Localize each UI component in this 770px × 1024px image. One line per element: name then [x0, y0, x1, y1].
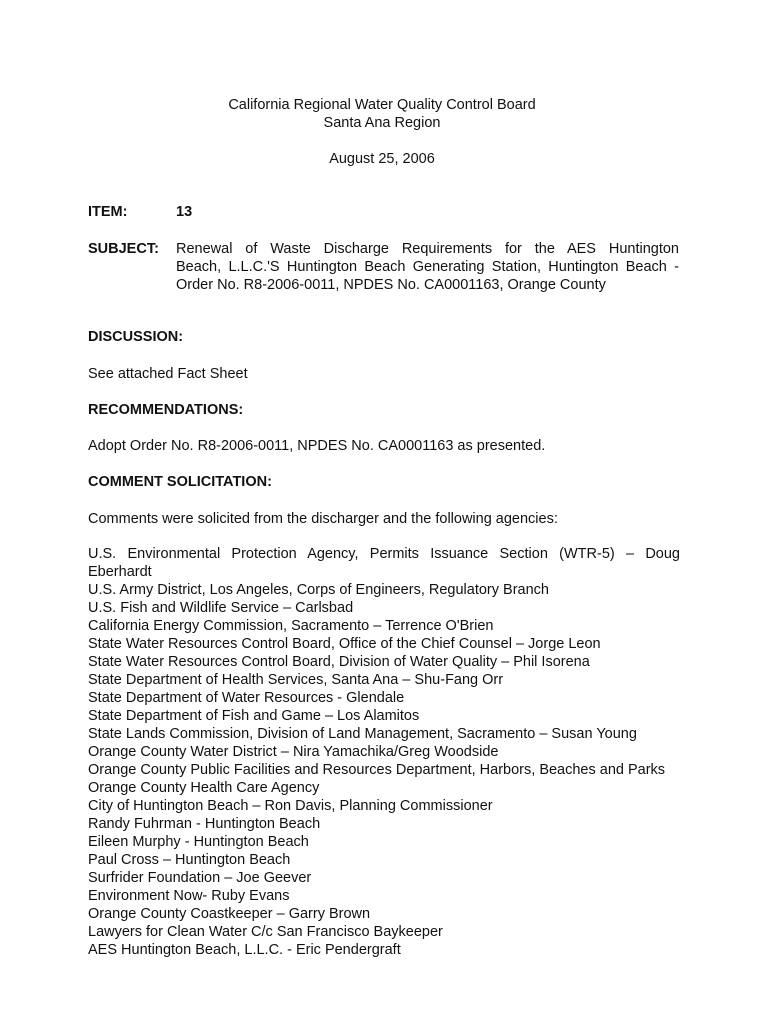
board-name: California Regional Water Quality Control Board [228, 97, 536, 113]
agency-line: Eberhardt [88, 564, 152, 580]
discussion-heading: DISCUSSION: [88, 329, 184, 345]
list-item: Lawyers for Clean Water C/c San Francisco Baykeeper [88, 924, 443, 940]
list-item: Orange County Public Facilities and Resources Department, Harbors, Beaches and Parks [88, 762, 666, 778]
list-item: State Lands Commission, Division of Land Management, Sacramento – Susan Young [88, 726, 637, 742]
list-item: Orange County Coastkeeper – Garry Brown [88, 906, 371, 922]
list-item: State Department of Fish and Game – Los Alamitos [88, 708, 420, 724]
subject-line: Renewal of Waste Discharge Requirements for the AES Huntington [176, 241, 679, 257]
meeting-date: August 25, 2006 [329, 151, 435, 167]
comment-solicitation-heading: COMMENT SOLICITATION: [88, 474, 272, 490]
list-item: Eileen Murphy - Huntington Beach [88, 834, 309, 850]
list-item: State Department of Health Services, Santa Ana – Shu-Fang Orr [88, 672, 504, 688]
discussion-text: See attached Fact Sheet [88, 366, 248, 382]
recommendations-heading: RECOMMENDATIONS: [88, 402, 244, 418]
list-item [88, 545, 680, 581]
list-item: State Department of Water Resources - Glendale [88, 690, 405, 706]
list-item: Randy Fuhrman - Huntington Beach [88, 816, 321, 832]
list-item: State Water Resources Control Board, Office of the Chief Counsel – Jorge Leon [88, 636, 601, 652]
subject-text [176, 240, 679, 294]
list-item: U.S. Army District, Los Angeles, Corps of Engineers, Regulatory Branch [88, 582, 549, 598]
list-item: Orange County Health Care Agency [88, 780, 320, 796]
region-name: Santa Ana Region [323, 115, 441, 131]
list-item: Surfrider Foundation – Joe Geever [88, 870, 312, 886]
list-item: City of Huntington Beach – Ron Davis, Planning Commissioner [88, 798, 493, 814]
list-item: State Water Resources Control Board, Division of Water Quality – Phil Isorena [88, 654, 590, 670]
list-item: Paul Cross – Huntington Beach [88, 852, 291, 868]
list-item: Orange County Water District – Nira Yamachika/Greg Woodside [88, 744, 499, 760]
list-item: U.S. Fish and Wildlife Service – Carlsbad [88, 600, 354, 616]
agency-list [88, 545, 680, 959]
list-item: California Energy Commission, Sacramento – Terrence O'Brien [88, 618, 494, 634]
item-number: 13 [176, 204, 193, 220]
item-label: ITEM: [88, 204, 128, 220]
list-item: AES Huntington Beach, L.L.C. - Eric Pendergraft [88, 942, 401, 958]
subject-line: Beach, L.L.C.'S Huntington Beach Generating Station, Huntington Beach - [176, 259, 679, 275]
subject-label: SUBJECT: [88, 241, 159, 257]
recommendations-text: Adopt Order No. R8-2006-0011, NPDES No. CA0001163 as presented. [88, 438, 546, 454]
comment-solicitation-text: Comments were solicited from the discharger and the following agencies: [88, 511, 558, 527]
agency-line: U.S. Environmental Protection Agency, Permits Issuance Section (WTR-5) – Doug [88, 546, 680, 562]
subject-line: Order No. R8-2006-0011, NPDES No. CA0001163, Orange County [176, 277, 606, 293]
list-item: Environment Now- Ruby Evans [88, 888, 290, 904]
